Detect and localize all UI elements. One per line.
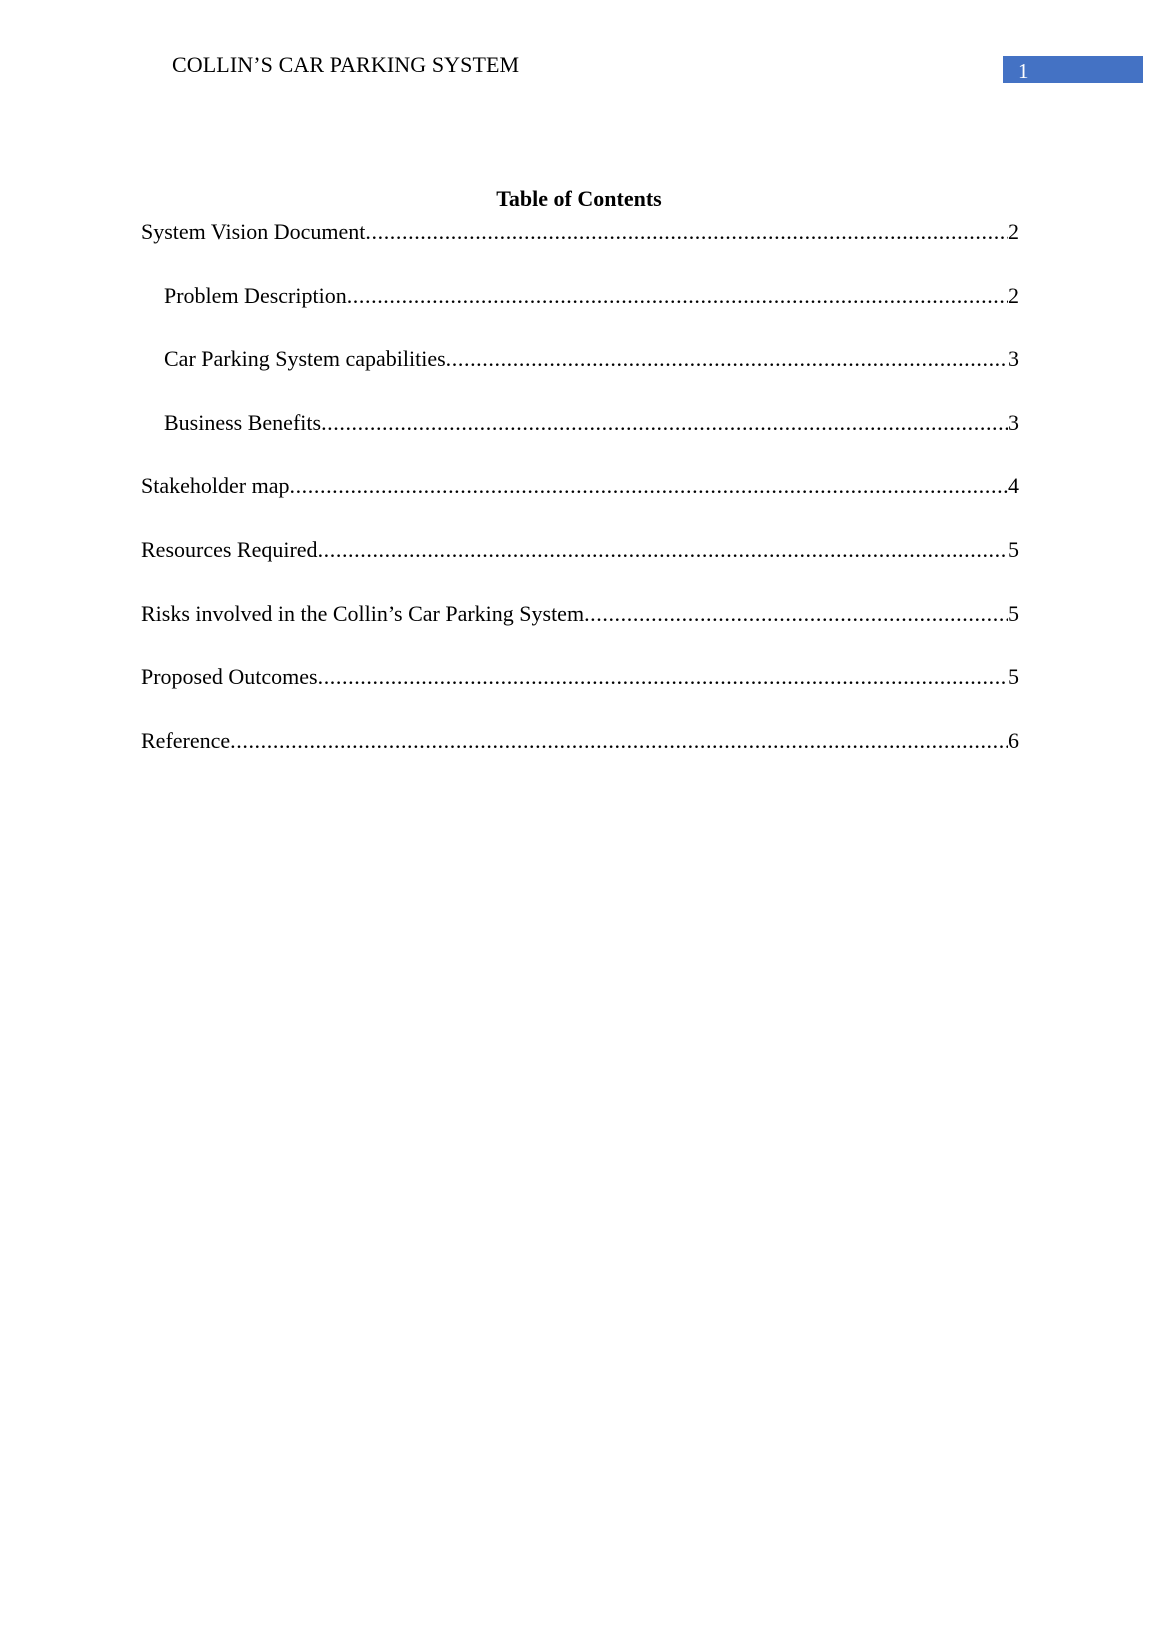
toc-entry-label: Resources Required [141,536,318,562]
toc-entry-page: 5 [1008,536,1019,562]
toc-dot-leader [365,218,1008,246]
toc-entry-page: 5 [1008,600,1019,626]
toc-dot-leader [446,345,1008,373]
toc-entry-page: 3 [1008,346,1019,372]
toc-entry-page: 6 [1008,727,1019,753]
toc-entry-label: Stakeholder map [141,473,290,499]
page-number-badge: 1 [1003,56,1143,83]
toc-entry-label: Problem Description [164,282,347,308]
toc-entry-reference[interactable] [141,727,1019,791]
toc-entry-label: Reference [141,727,231,753]
table-of-contents [141,218,1019,790]
toc-entry-system-vision-document[interactable] [141,218,1019,282]
toc-dot-leader [318,663,1008,691]
toc-dot-leader [289,472,1008,500]
running-header-title: COLLIN’S CAR PARKING SYSTEM [172,52,520,77]
toc-entry-label: Business Benefits [164,409,322,435]
toc-entry-business-benefits[interactable] [141,409,1019,473]
toc-heading: Table of Contents [496,186,662,211]
toc-entry-proposed-outcomes[interactable] [141,663,1019,727]
toc-entry-resources-required[interactable] [141,536,1019,600]
toc-entry-problem-description[interactable] [141,282,1019,346]
toc-dot-leader [230,727,1008,755]
toc-entry-page: 2 [1008,219,1019,244]
toc-entry-label: Risks involved in the Collin’s Car Parking System [141,600,585,626]
toc-entry-page: 4 [1008,473,1019,499]
toc-dot-leader [318,536,1008,564]
toc-entry-page: 5 [1008,664,1019,690]
toc-dot-leader [321,409,1008,437]
toc-entry-label: System Vision Document [141,219,366,244]
toc-entry-risks[interactable] [141,600,1019,664]
toc-entry-capabilities[interactable] [141,345,1019,409]
toc-entry-page: 3 [1008,409,1019,435]
toc-dot-leader [347,282,1008,310]
toc-entry-page: 2 [1008,282,1019,308]
toc-dot-leader [584,600,1008,628]
toc-entry-label: Car Parking System capabilities [164,346,446,372]
toc-entry-stakeholder-map[interactable] [141,472,1019,536]
toc-entry-label: Proposed Outcomes [141,664,318,690]
